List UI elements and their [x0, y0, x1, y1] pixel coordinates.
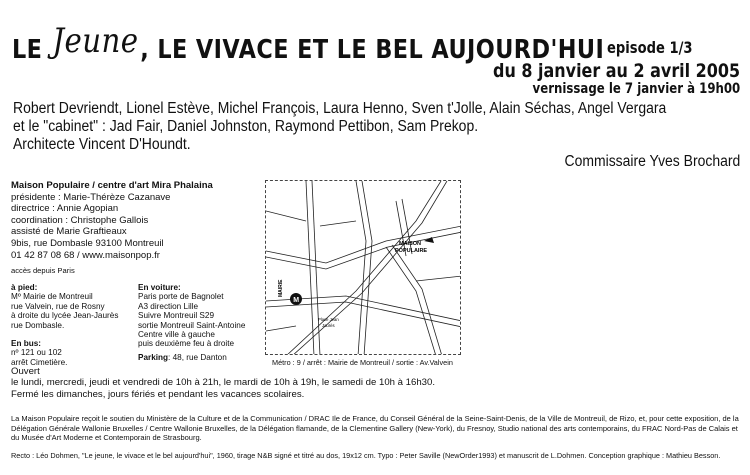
exhibition-dates: du 8 janvier au 2 avril 2005: [492, 60, 740, 82]
info-line: assisté de Marie Graftieaux: [11, 226, 127, 238]
hours-heading: Ouvert: [11, 366, 40, 377]
walk-line: rue Valvein, rue de Rosny: [11, 301, 105, 311]
artists-list: [13, 100, 666, 154]
map-mairie-label: MAIRIE: [278, 279, 284, 297]
architect-line: Architecte Vincent D'Houndt.: [13, 136, 191, 153]
map-maison-label: POPULAIRE: [395, 248, 428, 254]
episode-label: episode 1/3: [607, 38, 693, 57]
car-line: Suivre Montreuil S29: [138, 311, 214, 321]
car-line: sortie Montreuil Saint-Antoine: [138, 320, 246, 330]
exhibition-title: [12, 21, 605, 65]
bus-line: arrêt Cimetière.: [11, 357, 68, 367]
car-line: A3 direction Lille: [138, 301, 199, 311]
car-line: Centre ville à gauche: [138, 330, 215, 340]
map-place-label: Jaurès: [322, 323, 335, 328]
parking-text: : 48, rue Danton: [168, 352, 227, 362]
opening-hours: [11, 366, 741, 400]
car-line: puis deuxième feu à droite: [138, 339, 235, 349]
car-line: Paris porte de Bagnolet: [138, 292, 224, 302]
venue-info: [11, 180, 213, 261]
metro-symbol: M: [293, 297, 300, 304]
artists-line: Robert Devriendt, Lionel Estève, Michel François, Laura Henno, Sven t'Jolle, Alain Séchas, Angel Vergara: [13, 100, 667, 117]
access-heading: accès depuis Paris: [11, 266, 75, 275]
walk-line: rue Dombasle.: [11, 320, 65, 330]
transport-car: [138, 283, 263, 362]
parking-label: Parking: [138, 352, 169, 362]
street-map-graphic: [266, 181, 461, 355]
car-title: En voiture:: [138, 283, 181, 292]
support-credits: La Maison Populaire reçoit le soutien du Ministère de la Culture et de la Communication / DRAC Ile de France, du Conseil Général de la Seine-Saint-Denis, de la Ville de Montreuil, de Rizo, et, pour cette exposition, de la Délégation Générale Wallonie Bruxelles / Centre Wallonie Bruxelles, de la Délégation flamande, de la Clementine Gallery (New-York), du Fresnoy, Studio national des arts contemporains, du FRAC Nord-Pas de Calais et du Musée d'Art Moderne et Contemporain de Strasbourg.: [11, 414, 739, 442]
info-line: directrice : Annie Agopian: [11, 203, 119, 215]
info-line: coordination : Christophe Gallois: [11, 214, 149, 226]
bus-title: En bus:: [11, 339, 42, 349]
walk-title: à pied:: [11, 283, 38, 292]
title-script-word: Jeune: [52, 21, 139, 61]
map-place-label: Place Jean: [318, 317, 339, 322]
walk-line: à droite du lycée Jean-Jaurès: [11, 311, 119, 321]
recto-credits: Recto : Léo Dohmen, "Le jeune, le vivace et le bel aujourd'hui", 1960, tirage N&B signé et titré au dos, 19x12 cm. Typo : Peter Saville (NewOrder1993) et manuscrit de L.Dohmen. Conception graphique : Mathieu Besson.: [11, 451, 721, 460]
title-le: LE: [12, 35, 43, 65]
contact-line: 01 42 87 08 68 / www.maisonpop.fr: [11, 249, 160, 261]
vernissage-date: vernissage le 7 janvier à 19h00: [532, 81, 740, 97]
title-rest: , LE VIVACE ET LE BEL AUJOURD'HUI: [140, 35, 605, 65]
walk-line: Mº Mairie de Montreuil: [11, 292, 93, 302]
transport-left: [11, 283, 131, 367]
parking-line: [138, 353, 263, 362]
hours-line: le lundi, mercredi, jeudi et vendredi de 10h à 21h, le mardi de 10h à 19h, le samedi de 10h à 16h30.: [11, 377, 436, 389]
venue-name: Maison Populaire / centre d'art Mira Phalaina: [11, 180, 213, 191]
hours-line: Fermé les dimanches, jours fériés et pendant les vacances scolaires.: [11, 388, 305, 400]
location-map: [265, 180, 461, 355]
bus-line: nº 121 ou 102: [11, 348, 62, 358]
info-line: présidente : Marie-Thérèze Cazanave: [11, 191, 171, 203]
address-line: 9bis, rue Dombasle 93100 Montreuil: [11, 237, 164, 249]
map-caption: Métro : 9 / arrêt : Mairie de Montreuil / sortie : Av.Valvein: [272, 358, 453, 367]
curator-line: Commissaire Yves Brochard: [564, 153, 740, 170]
map-maison-label: MAISON: [399, 241, 421, 247]
artists-line: et le "cabinet" : Jad Fair, Daniel Johnston, Raymond Pettibon, Sam Prekop.: [13, 118, 479, 135]
